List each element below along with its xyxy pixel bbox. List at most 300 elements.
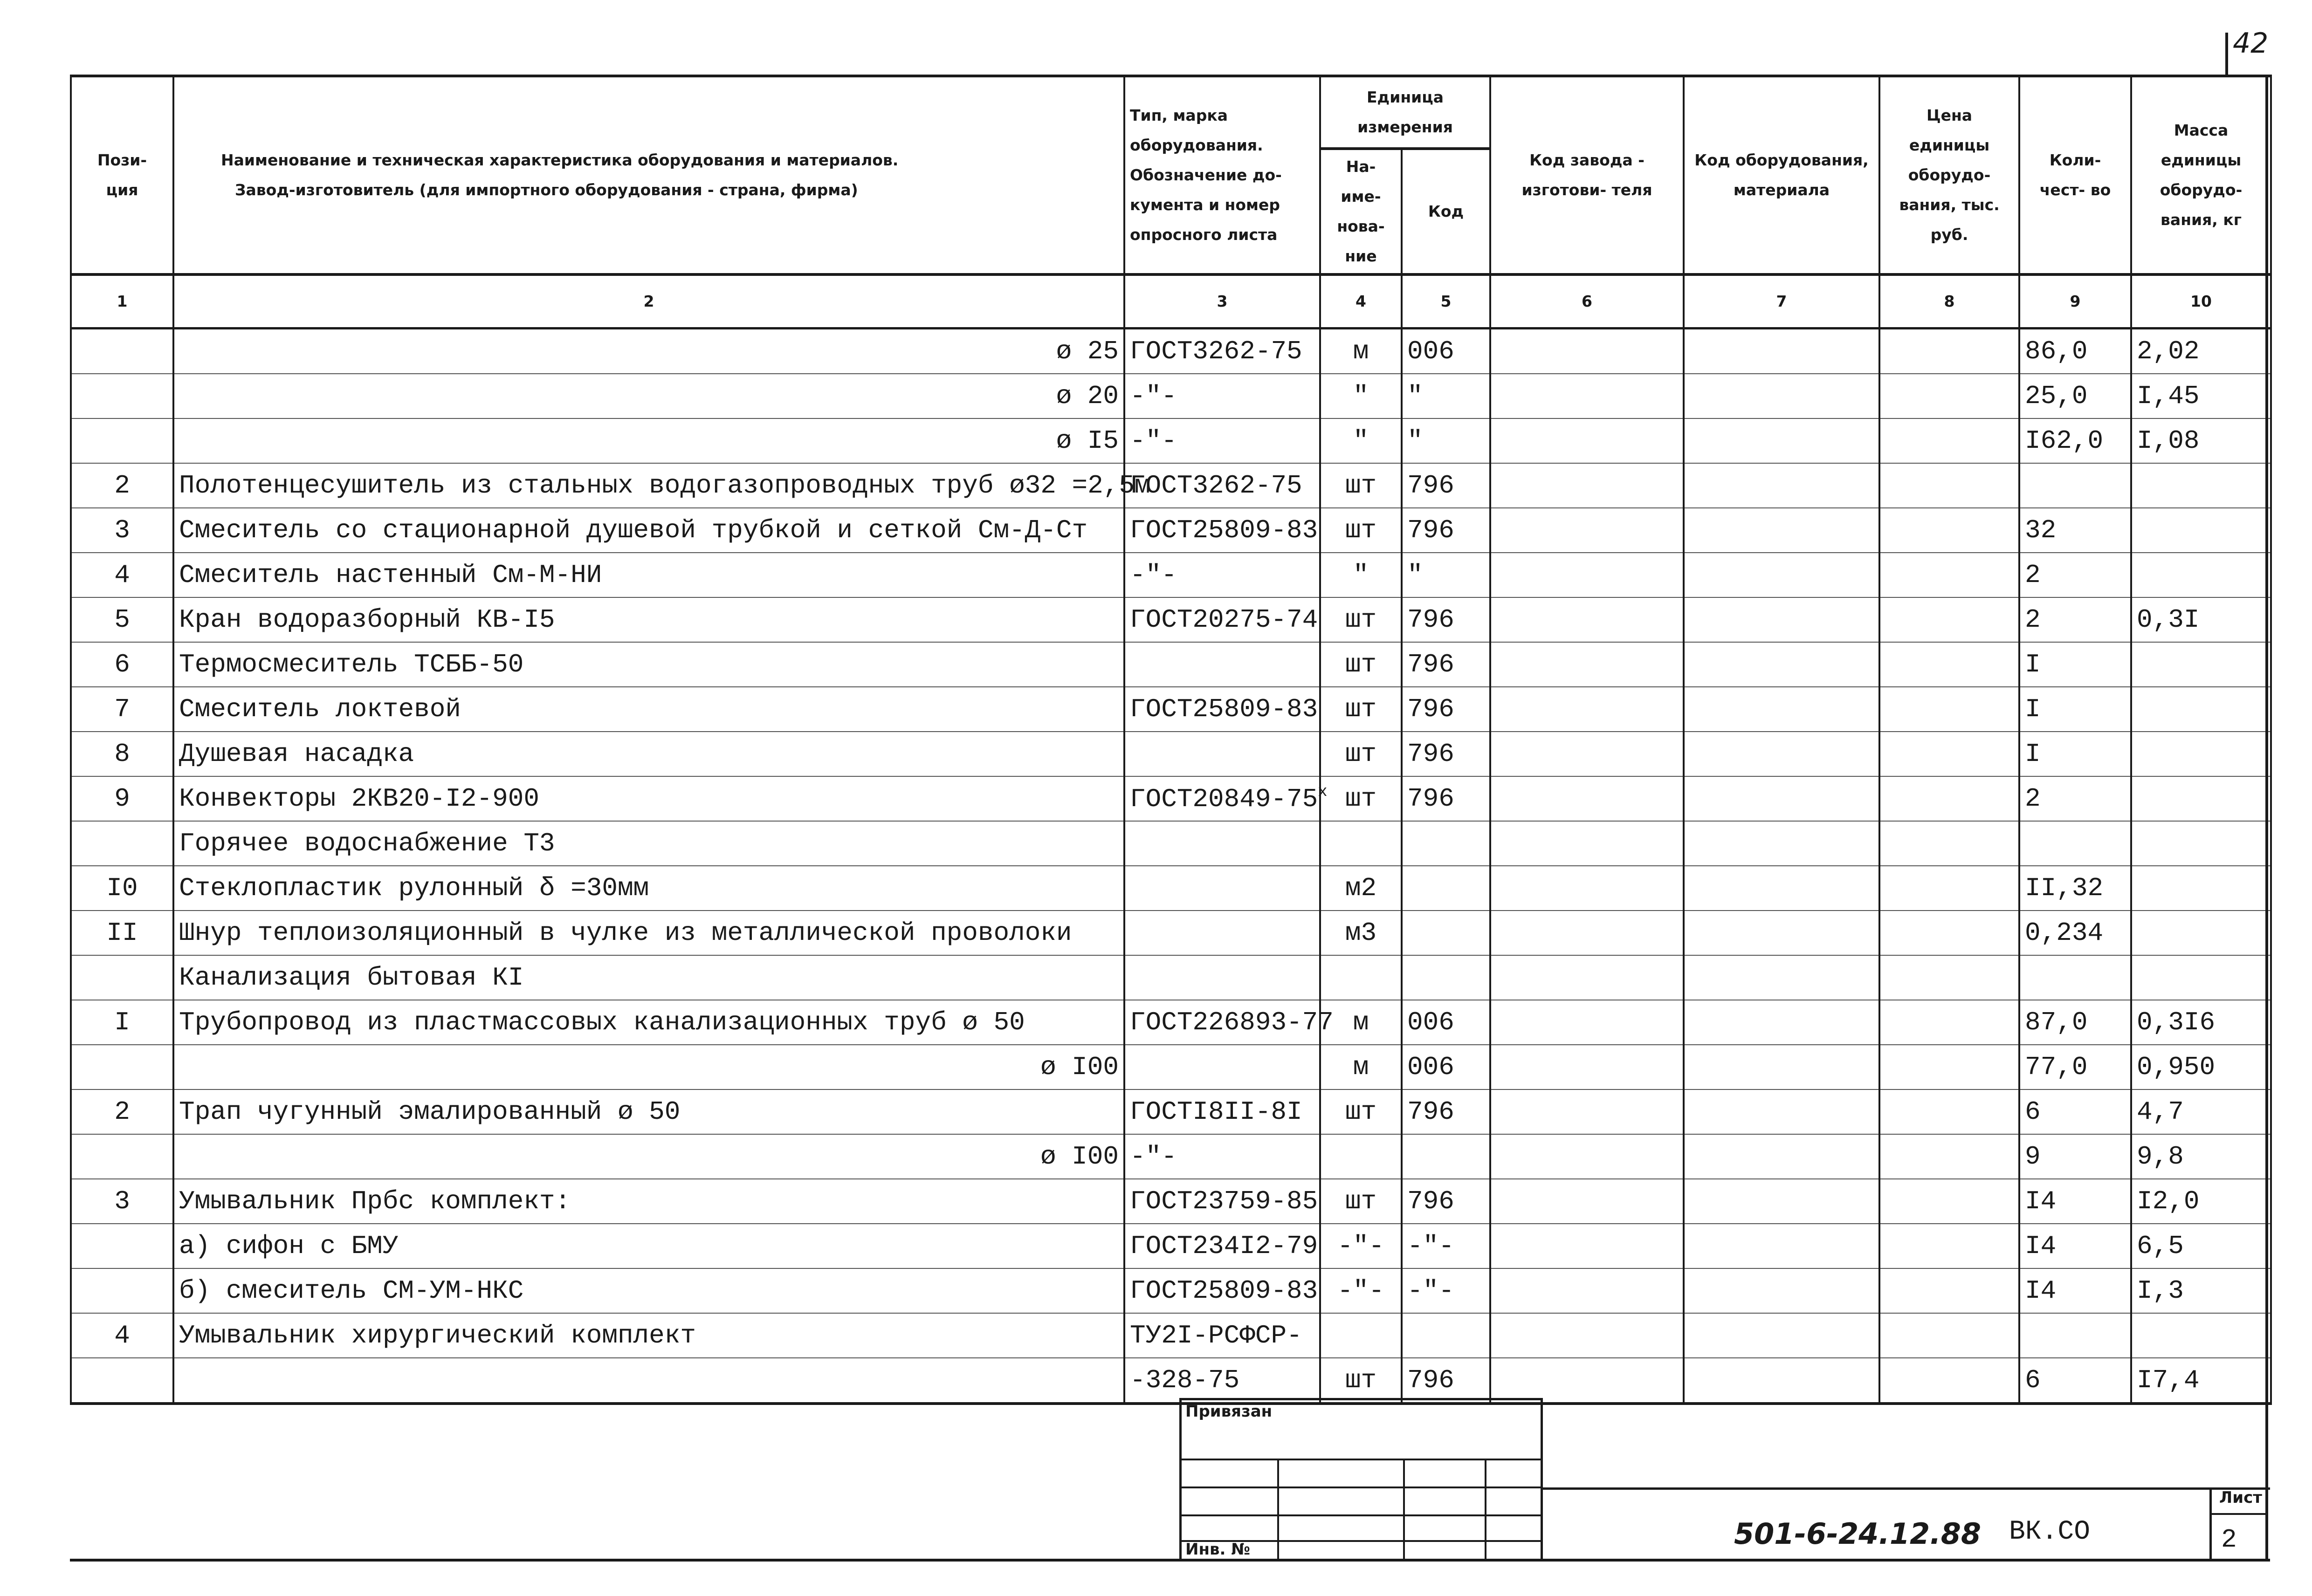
mass-cell-text: I,08 [2137,426,2200,456]
empty-cell [1124,955,1320,1000]
mass-cell-text: I,45 [2137,381,2200,411]
unit-code-cell-text: " [1407,426,1423,456]
header-unit-group: Единица измерения [1320,76,1490,149]
equipment-code-cell [1684,597,1879,642]
header-position: Пози- ция [71,76,173,274]
document-cell-text: ГОСТ25809-83 [1130,694,1318,724]
name-cell [173,553,1124,597]
mass-cell-text: 4,7 [2137,1097,2184,1127]
column-number: 8 [1879,274,2019,329]
name-cell-text: Трап чугунный эмалированный ø 50 [179,1097,681,1127]
table-row [71,508,2271,553]
position-cell-text: 3 [114,515,130,545]
unit-cell-text: шт [1345,1365,1377,1395]
unit-cell [1320,463,1402,508]
unit-code-cell [1402,1134,1490,1179]
name-cell [173,597,1124,642]
name-cell-text: ø I00 [1040,1142,1119,1171]
mass-cell-text: 2,02 [2137,336,2200,366]
name-cell-text: а) сифон с БМУ [179,1231,399,1261]
quantity-cell-text: 87,0 [2025,1007,2088,1037]
name-cell-text: б) смеситель СМ-УМ-НКС [179,1276,524,1306]
name-cell [173,329,1124,374]
plant-code-cell [1490,776,1684,821]
unit-cell-text: шт [1345,515,1377,545]
name-cell-text: Смеситель настенный См-М-НИ [179,560,602,590]
name-cell-text: ø I00 [1040,1052,1119,1082]
unit-cell [1320,508,1402,553]
unit-code-cell [1402,642,1490,687]
plant-code-cell [1490,687,1684,732]
plant-code-cell [1490,732,1684,776]
name-cell-text: ø 25 [1056,336,1119,366]
document-cell [1124,463,1320,508]
table-row [71,553,2271,597]
position-cell [71,1134,173,1179]
table-row [71,1045,2271,1089]
unit-code-cell [1402,597,1490,642]
quantity-cell-text: II,32 [2025,873,2104,903]
unit-code-cell-text: -"- [1407,1276,1454,1306]
unit-code-cell-text: 006 [1407,1052,1454,1082]
document-number: 501-6-24.12.88 [1734,1517,1981,1551]
quantity-cell [2019,553,2131,597]
quantity-cell [2019,1358,2131,1404]
table-row [71,732,2271,776]
mass-cell [2131,1089,2271,1134]
unit-code-cell [1402,687,1490,732]
price-cell [1879,776,2019,821]
document-cell [1124,1268,1320,1313]
header-type-document: Тип, марка оборудования. Обозначение до- кумента и номер опросного листа [1124,76,1320,274]
table-row [71,776,2271,821]
mass-cell [2131,418,2271,463]
document-cell [1124,1134,1320,1179]
plant-code-cell [1490,1045,1684,1089]
header-quantity: Коли- чест- во [2019,76,2131,274]
mass-cell [2131,597,2271,642]
position-cell-text: 2 [114,1097,130,1127]
document-cell [1124,1000,1334,1045]
unit-code-cell [1402,553,1490,597]
plant-code-cell [1490,1313,1684,1358]
quantity-cell [2019,1224,2131,1268]
plant-code-cell [1490,374,1684,418]
unit-code-cell [1402,1313,1490,1358]
quantity-cell-text: I [2025,694,2041,724]
quantity-cell-text: 2 [2025,560,2041,590]
document-cell [1124,597,1320,642]
position-cell [71,1045,173,1089]
unit-cell [1320,911,1402,955]
quantity-cell [2019,1045,2131,1089]
unit-cell-text: шт [1345,694,1377,724]
specification-table [70,75,2272,1405]
document-suffix: ВК.СО [2009,1517,2091,1547]
unit-code-cell-text: 006 [1407,336,1454,366]
position-cell [71,329,173,374]
column-numbers-row [71,274,2271,329]
name-cell-text: Шнур теплоизоляционный в чулке из металлической проволоки [179,918,1072,948]
name-cell [173,1089,1124,1134]
plant-code-cell [1490,329,1684,374]
frame-right-border [2265,75,2268,1561]
quantity-cell-text: I [2025,739,2041,769]
quantity-cell-text: I [2025,650,2041,679]
name-cell-text: Конвекторы 2КВ20-I2-900 [179,784,539,814]
unit-cell-text: шт [1345,650,1377,679]
price-cell [1879,374,2019,418]
equipment-code-cell [1684,642,1879,687]
plant-code-cell [1490,597,1684,642]
position-cell-text: 4 [114,560,130,590]
unit-cell [1320,732,1402,776]
header-unit-name: На- име- нова- ние [1320,149,1402,274]
unit-code-cell-text: 796 [1407,1186,1454,1216]
unit-cell-text: шт [1345,739,1377,769]
position-cell-text: I [114,1007,130,1037]
column-number: 2 [173,274,1124,329]
unit-code-cell [1402,732,1490,776]
unit-cell-text: шт [1345,471,1377,500]
unit-cell [1320,1089,1402,1134]
price-cell [1879,1179,2019,1224]
quantity-cell [2019,1089,2131,1134]
quantity-cell-text: 32 [2025,515,2057,545]
unit-cell [1320,1134,1402,1179]
price-cell [1879,553,2019,597]
unit-cell-text: м [1353,1052,1369,1082]
unit-code-cell [1402,1179,1490,1224]
name-cell-text: Кран водоразборный КВ-I5 [179,605,555,635]
unit-code-cell-text: 796 [1407,471,1454,500]
equipment-code-cell [1684,1045,1879,1089]
mass-cell [2131,1268,2271,1313]
mass-cell-text: 9,8 [2137,1142,2184,1171]
empty-cell [1879,955,2019,1000]
column-number: 6 [1490,274,1684,329]
mass-cell [2131,1224,2271,1268]
plant-code-cell [1490,508,1684,553]
position-cell [71,418,173,463]
unit-code-cell [1402,1268,1490,1313]
unit-code-cell-text: 796 [1407,739,1454,769]
mass-cell-text: I2,0 [2137,1186,2200,1216]
unit-cell [1320,642,1402,687]
quantity-cell-text: 2 [2025,784,2041,814]
quantity-cell [2019,1134,2131,1179]
unit-cell [1320,1045,1402,1089]
name-cell [173,418,1124,463]
quantity-cell [2019,642,2131,687]
mass-cell [2131,1134,2271,1179]
table-row [71,1179,2271,1224]
position-cell [71,955,173,1000]
empty-cell [1879,821,2019,866]
header-unit-price: Цена единицы оборудо- вания, тыс. руб. [1879,76,2019,274]
document-cell [1124,374,1320,418]
position-cell [71,463,173,508]
plant-code-cell [1490,642,1684,687]
document-cell [1124,1358,1320,1404]
unit-code-cell-text: 796 [1407,784,1454,814]
unit-cell [1320,418,1402,463]
empty-cell [1402,821,1490,866]
name-cell [173,1179,1124,1224]
column-number: 10 [2131,274,2271,329]
quantity-cell-text: 86,0 [2025,336,2088,366]
mass-cell [2131,329,2271,374]
plant-code-cell [1490,463,1684,508]
quantity-cell [2019,508,2131,553]
header-equipment-code: Код оборудования, материала [1684,76,1879,274]
mass-cell [2131,911,2271,955]
equipment-code-cell [1684,866,1879,911]
table-row [71,597,2271,642]
unit-cell [1320,866,1402,911]
price-cell [1879,687,2019,732]
unit-code-cell-text: 006 [1407,1007,1454,1037]
title-block-top-line [1543,1487,2270,1490]
position-cell-text: 8 [114,739,130,769]
column-number: 1 [71,274,173,329]
document-superscript: x [1318,783,1328,801]
document-cell [1124,732,1320,776]
document-cell-text: -"- [1130,1142,1177,1171]
equipment-code-cell [1684,1313,1879,1358]
mass-cell [2131,553,2271,597]
name-cell-text: Стеклопластик рулонный δ =30мм [179,873,649,903]
quantity-cell [2019,687,2131,732]
equipment-code-cell [1684,687,1879,732]
position-cell-text: 9 [114,784,130,814]
name-cell [173,1045,1124,1089]
column-number: 7 [1684,274,1879,329]
equipment-code-cell [1684,553,1879,597]
name-cell [173,642,1124,687]
unit-code-cell [1402,1224,1490,1268]
document-cell-text: ГОСТ3262-75 [1130,336,1302,366]
price-cell [1879,1089,2019,1134]
plant-code-cell [1490,1000,1684,1045]
unit-code-cell-text: -"- [1407,1231,1454,1261]
quantity-cell-text: 9 [2025,1142,2041,1171]
table-row [71,642,2271,687]
empty-cell [2131,821,2271,866]
quantity-cell-text: 0,234 [2025,918,2104,948]
price-cell [1879,1358,2019,1404]
unit-code-cell-text: " [1407,381,1423,411]
unit-cell-text: шт [1345,1186,1377,1216]
document-cell-text: ГОСТ25809-83 [1130,1276,1318,1306]
equipment-code-cell [1684,1268,1879,1313]
document-cell-text: ТУ2I-РСФСР- [1130,1321,1302,1350]
position-cell-text: I0 [106,873,138,903]
header-name: Наименование и техническая характеристика оборудования и материалов. Завод-изготовитель (для импортного оборудования - страна, фирма) [173,76,1124,274]
quantity-cell-text: 25,0 [2025,381,2088,411]
name-cell [173,463,1150,508]
sheet-number: 2 [2221,1525,2237,1555]
unit-code-cell [1402,329,1490,374]
inventory-label: Инв. № [1185,1540,1251,1559]
quantity-cell [2019,329,2131,374]
document-cell-text: ГОСТ234I2-79 [1130,1231,1318,1261]
name-cell-text: Умывальник Прбс комплект: [179,1186,571,1216]
column-number: 3 [1124,274,1320,329]
document-cell [1124,1224,1320,1268]
position-cell [71,1313,173,1358]
unit-cell [1320,374,1402,418]
name-cell [173,1358,1124,1404]
unit-code-cell-text: 796 [1407,605,1454,635]
quantity-cell-text: 6 [2025,1097,2041,1127]
empty-cell [1320,955,1402,1000]
unit-cell-text: м [1353,336,1369,366]
equipment-code-cell [1684,1000,1879,1045]
name-cell [173,1000,1124,1045]
name-cell [173,1134,1124,1179]
section-title: Канализация бытовая КI [173,955,1124,1000]
equipment-code-cell [1684,508,1879,553]
position-cell [71,821,173,866]
unit-cell-text: -"- [1337,1231,1384,1261]
table-row [71,1313,2271,1358]
position-cell-text: II [106,918,138,948]
section-title: Горячее водоснабжение Т3 [173,821,1124,866]
name-cell-text: Термосмеситель ТСББ-50 [179,650,524,679]
price-cell [1879,866,2019,911]
plant-code-cell [1490,553,1684,597]
table-row [71,1358,2271,1404]
document-cell [1124,687,1320,732]
mass-cell [2131,374,2271,418]
mass-cell [2131,642,2271,687]
unit-cell-text: м [1353,1007,1369,1037]
document-cell [1124,553,1320,597]
position-cell [71,776,173,821]
name-cell-text: ø I5 [1056,426,1119,456]
document-cell [1124,1045,1320,1089]
mass-cell [2131,463,2271,508]
unit-cell-text: " [1353,381,1369,411]
unit-cell-text: м3 [1345,918,1377,948]
header-row [71,76,2271,149]
position-cell [71,911,173,955]
price-cell [1879,508,2019,553]
unit-cell [1320,1179,1402,1224]
unit-code-cell-text: " [1407,560,1423,590]
document-cell [1124,911,1320,955]
equipment-code-cell [1684,1224,1879,1268]
plant-code-cell [1490,1134,1684,1179]
unit-cell [1320,1268,1402,1313]
empty-cell [1402,955,1490,1000]
mass-cell-text: 0,950 [2137,1052,2216,1082]
mass-cell-text: I,3 [2137,1276,2184,1306]
name-cell [173,1313,1124,1358]
plant-code-cell [1490,866,1684,911]
column-number: 9 [2019,274,2131,329]
unit-code-cell [1402,374,1490,418]
price-cell [1879,1268,2019,1313]
quantity-cell [2019,911,2131,955]
position-cell [71,1000,173,1045]
mass-cell [2131,1313,2271,1358]
price-cell [1879,597,2019,642]
quantity-cell [2019,463,2131,508]
name-cell-text: ø 20 [1056,381,1119,411]
plant-code-cell [1490,1179,1684,1224]
unit-cell [1320,1224,1402,1268]
unit-code-cell [1402,463,1490,508]
table-row [71,1089,2271,1134]
mass-cell [2131,1358,2271,1404]
position-cell-text: 3 [114,1186,130,1216]
unit-cell-text: шт [1345,784,1377,814]
equipment-code-cell [1684,418,1879,463]
quantity-cell [2019,1179,2131,1224]
plant-code-cell [1490,1224,1684,1268]
mass-cell-text: 0,3I [2137,605,2200,635]
table-row [71,1000,2271,1045]
name-cell-text: Трубопровод из пластмассовых канализационных труб ø 50 [179,1007,1025,1037]
quantity-cell [2019,866,2131,911]
position-cell-text: 6 [114,650,130,679]
mass-cell [2131,866,2271,911]
quantity-cell-text: 6 [2025,1365,2041,1395]
price-cell [1879,463,2019,508]
name-cell-text: Смеситель со стационарной душевой трубкой и сеткой См-Д-Ст [179,515,1088,545]
name-cell [173,911,1124,955]
unit-code-cell [1402,866,1490,911]
mass-cell-text: 6,5 [2137,1231,2184,1261]
unit-code-cell [1402,1089,1490,1134]
empty-cell [1124,821,1320,866]
document-cell-text: ГОСТI8II-8I [1130,1097,1302,1127]
plant-code-cell [1490,418,1684,463]
position-cell [71,642,173,687]
empty-cell [1490,821,1684,866]
position-cell [71,1179,173,1224]
name-cell [173,1224,1124,1268]
unit-code-cell [1402,776,1490,821]
quantity-cell [2019,1313,2131,1358]
price-cell [1879,329,2019,374]
document-cell [1124,1313,1320,1358]
plant-code-cell [1490,1089,1684,1134]
position-cell [71,1224,173,1268]
position-cell [71,866,173,911]
position-cell-text: 4 [114,1321,130,1350]
document-cell-text: ГОСТ25809-83 [1130,515,1318,545]
empty-cell [1320,821,1402,866]
quantity-cell-text: I4 [2025,1231,2057,1261]
table-row [71,463,2271,508]
empty-cell [2131,955,2271,1000]
position-cell [71,1089,173,1134]
document-cell [1124,1179,1320,1224]
name-cell [173,687,1124,732]
equipment-code-cell [1684,1179,1879,1224]
empty-cell [1684,821,1879,866]
unit-code-cell-text: 796 [1407,694,1454,724]
header-plant-code: Код завода - изготови- теля [1490,76,1684,274]
equipment-code-cell [1684,1134,1879,1179]
quantity-cell [2019,732,2131,776]
unit-cell-text: м2 [1345,873,1377,903]
mass-cell [2131,508,2271,553]
quantity-cell-text: I4 [2025,1276,2057,1306]
